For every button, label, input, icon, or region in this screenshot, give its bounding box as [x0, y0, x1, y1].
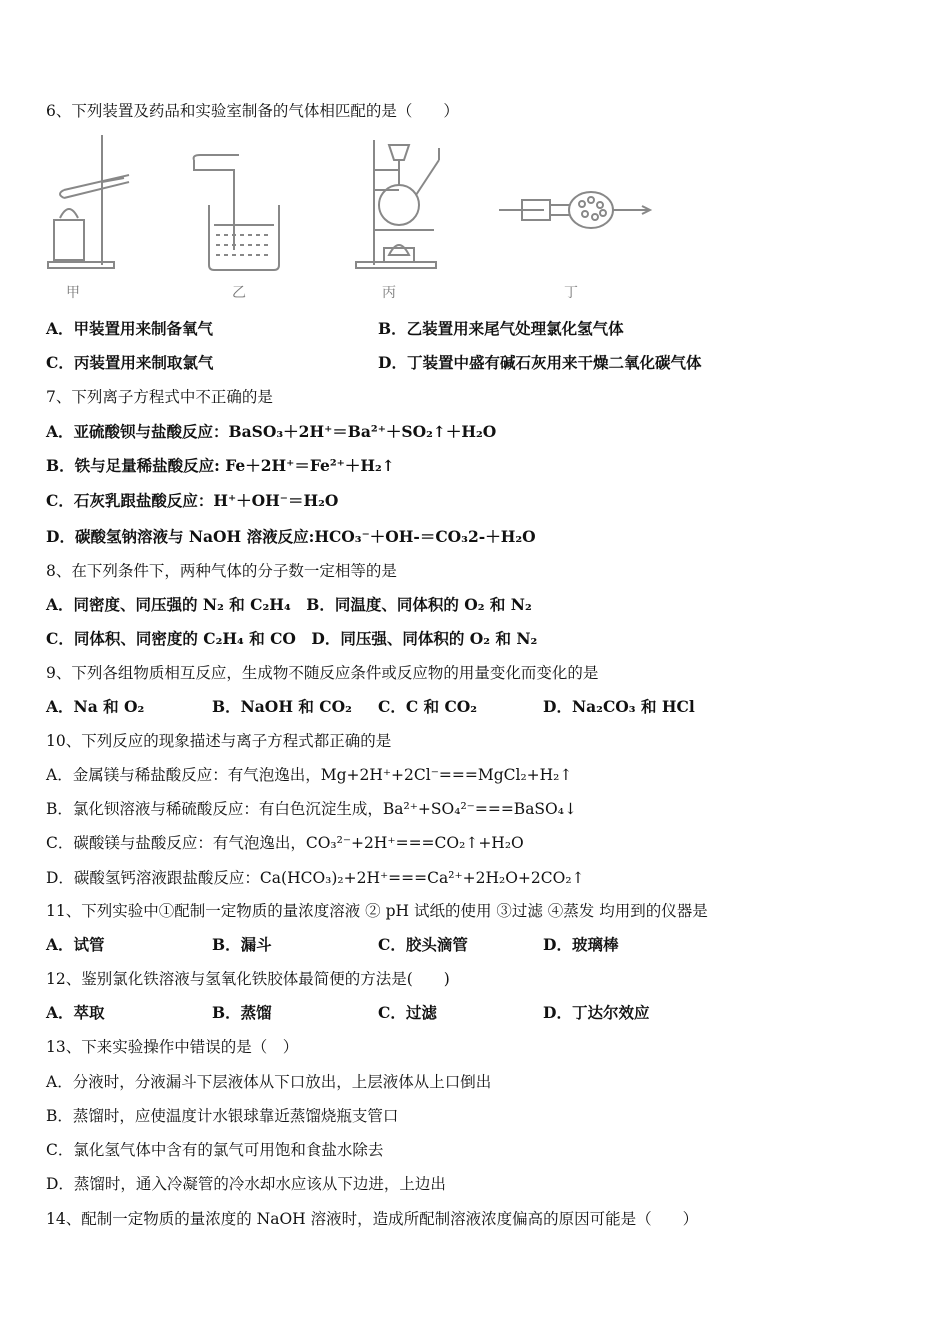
q13-option-c: C．氯化氢气体中含有的氯气可用饱和食盐水除去 — [46, 1141, 384, 1159]
q13-option-a: A．分液时，分液漏斗下层液体从下口放出，上层液体从上口倒出 — [46, 1073, 492, 1091]
figure-label-yi: 乙 — [232, 285, 246, 301]
q11-stem: 11、下列实验中①配制一定物质的量浓度溶液 ② pH 试纸的使用 ③过滤 ④蒸发 均用到的仪器是 — [46, 902, 708, 920]
q8-options-ab: A．同密度、同压强的 N₂ 和 C₂H₄ B．同温度、同体积的 O₂ 和 N₂ — [46, 595, 532, 614]
q12-option-d: D．丁达尔效应 — [543, 1003, 650, 1022]
q11-option-c: C．胶头滴管 — [378, 935, 468, 954]
q7-option-c: C．石灰乳跟盐酸反应：H⁺＋OH⁻＝H₂O — [46, 491, 339, 510]
q9-option-a: A．Na 和 O₂ — [46, 697, 145, 716]
figure-label-jia: 甲 — [66, 285, 80, 301]
q7-option-a: A．亚硫酸钡与盐酸反应：BaSO₃＋2H⁺＝Ba²⁺＋SO₂↑＋H₂O — [46, 422, 497, 441]
q12-option-b: B．蒸馏 — [212, 1003, 272, 1022]
q12-option-a: A．萃取 — [46, 1003, 105, 1022]
q13-option-b: B．蒸馏时，应使温度计水银球靠近蒸馏烧瓶支管口 — [46, 1107, 399, 1125]
q11-option-d: D．玻璃棒 — [543, 935, 619, 954]
figure-label-bing: 丙 — [382, 285, 396, 301]
q13-stem: 13、下来实验操作中错误的是（ ） — [46, 1038, 299, 1056]
q6-option-d: D．丁装置中盛有碱石灰用来干燥二氧化碳气体 — [378, 353, 702, 372]
q12-stem: 12、鉴别氯化铁溶液与氢氧化铁胶体最简便的方法是( ) — [46, 970, 450, 988]
apparatus-bing — [356, 140, 439, 268]
q11-option-b: B．漏斗 — [212, 935, 272, 954]
q6-option-c: C．丙装置用来制取氯气 — [46, 353, 214, 372]
q8-stem: 8、在下列条件下，两种气体的分子数一定相等的是 — [46, 562, 397, 580]
q9-option-b: B．NaOH 和 CO₂ — [212, 697, 352, 716]
q9-option-c: C．C 和 CO₂ — [378, 697, 478, 716]
q7-option-b: B．铁与足量稀盐酸反应: Fe＋2H⁺＝Fe²⁺＋H₂↑ — [46, 456, 395, 475]
q6-stem: 6、下列装置及药品和实验室制备的气体相匹配的是（ ） — [46, 102, 459, 120]
q10-stem: 10、下列反应的现象描述与离子方程式都正确的是 — [46, 732, 392, 750]
q10-option-b: B．氯化钡溶液与稀硫酸反应：有白色沉淀生成，Ba²⁺+SO₄²⁻===BaSO₄↓ — [46, 800, 577, 818]
apparatus-jia — [48, 135, 129, 268]
q9-option-d: D．Na₂CO₃ 和 HCl — [543, 697, 695, 716]
q7-option-d: D．碳酸氢钠溶液与 NaOH 溶液反应:HCO₃⁻＋OH-＝CO₃2-＋H₂O — [46, 527, 536, 546]
figure-label-ding: 丁 — [564, 285, 578, 301]
q6-option-b: B．乙装置用来尾气处理氯化氢气体 — [378, 319, 624, 338]
q10-option-a: A．金属镁与稀盐酸反应：有气泡逸出，Mg+2H⁺+2Cl⁻===MgCl₂+H₂↑ — [46, 766, 573, 784]
apparatus-ding — [499, 192, 650, 228]
q7-stem: 7、下列离子方程式中不正确的是 — [46, 388, 273, 406]
apparatus-yi — [194, 155, 279, 270]
q12-option-c: C．过滤 — [378, 1003, 437, 1022]
q10-option-d: D．碳酸氢钙溶液跟盐酸反应：Ca(HCO₃)₂+2H⁺===Ca²⁺+2H₂O+2CO₂↑ — [46, 869, 585, 887]
q9-stem: 9、下列各组物质相互反应，生成物不随反应条件或反应物的用量变化而变化的是 — [46, 664, 599, 682]
q8-options-cd: C．同体积、同密度的 C₂H₄ 和 CO D．同压强、同体积的 O₂ 和 N₂ — [46, 629, 538, 648]
q10-option-c: C．碳酸镁与盐酸反应：有气泡逸出，CO₃²⁻+2H⁺===CO₂↑+H₂O — [46, 834, 524, 852]
q13-option-d: D．蒸馏时，通入冷凝管的冷水却水应该从下边进，上边出 — [46, 1175, 446, 1193]
q11-option-a: A．试管 — [46, 935, 105, 954]
apparatus-figure — [44, 130, 684, 310]
q14-stem: 14、配制一定物质的量浓度的 NaOH 溶液时，造成所配制溶液浓度偏高的原因可能是（ ） — [46, 1210, 699, 1228]
q6-option-a: A．甲装置用来制备氧气 — [46, 319, 214, 338]
